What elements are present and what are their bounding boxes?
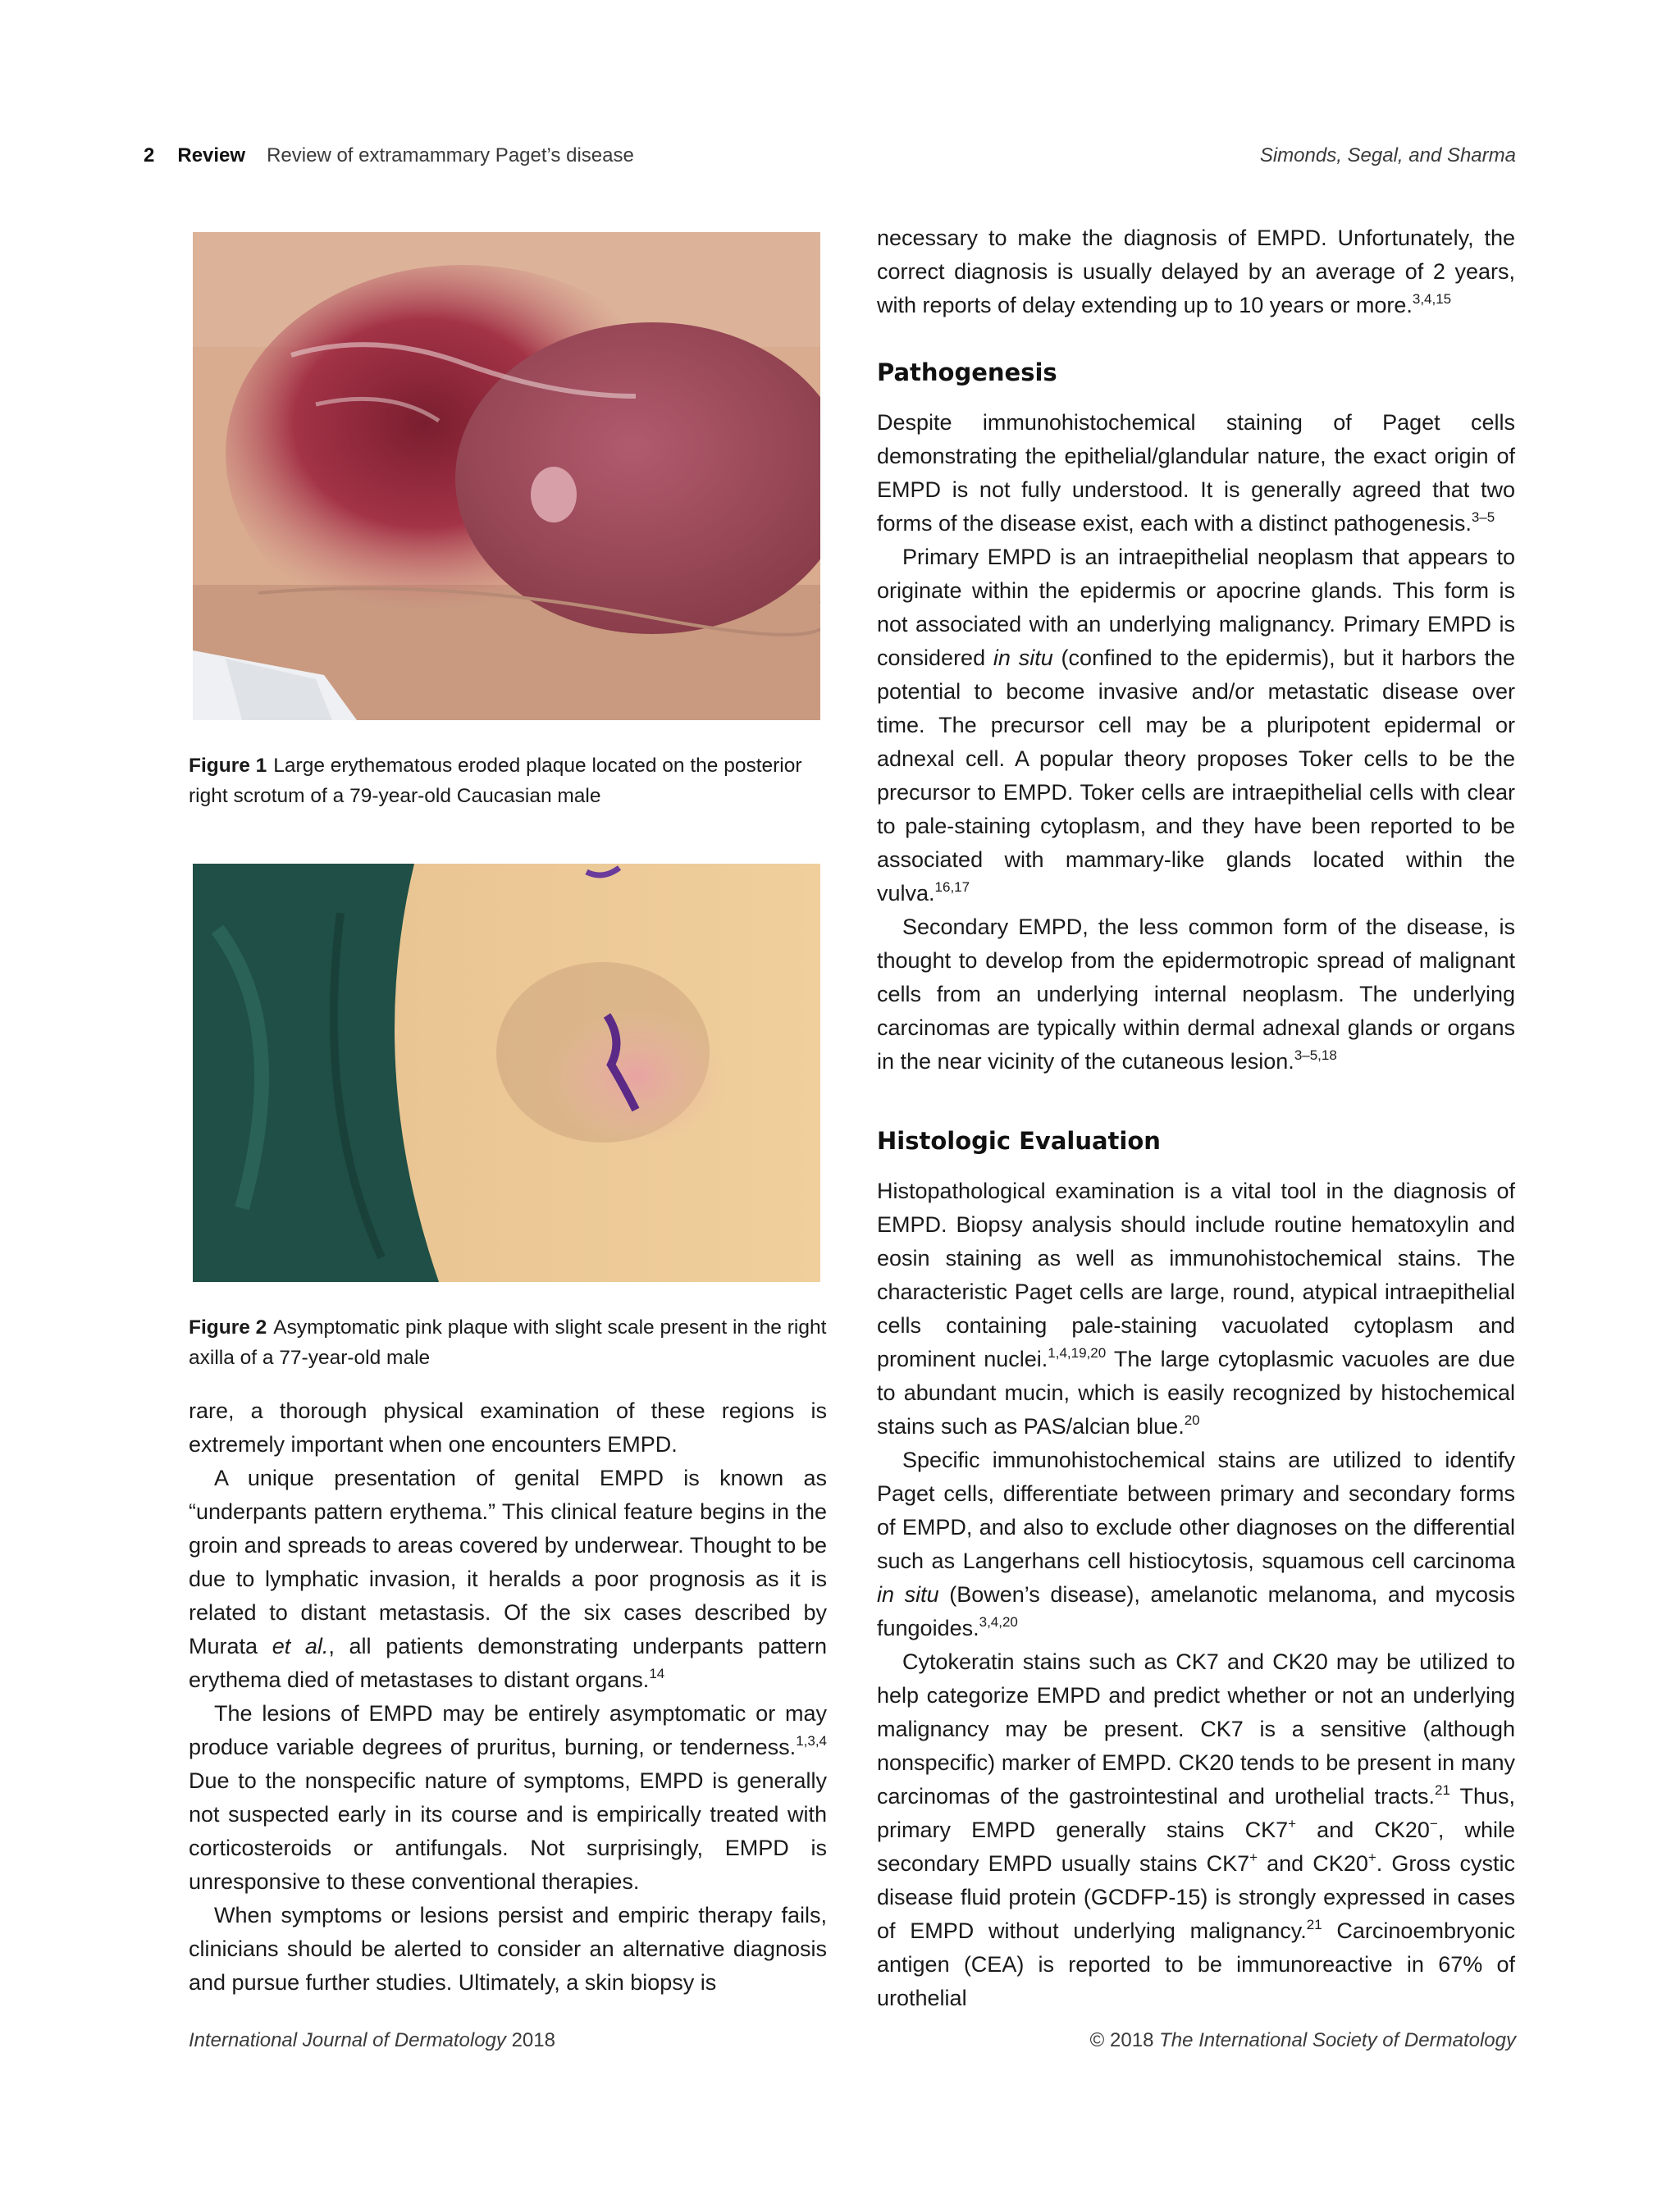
left-paragraph-1: rare, a thorough physical examination of these regions is extremely important when one encounters EMPD. (189, 1398, 827, 1457)
histologic-paragraph-3: Cytokeratin stains such as CK7 and CK20 may be utilized to help categorize EMPD and predict whether or not an underlying malignancy may be present. CK7 is a sensitive (although nonspecific) marker of EMPD. CK20 tends to be present in many carcinomas of the gastrointestinal and urothelial tracts.$^{21}$ Thus, primary EMPD generally stains CK7+ and CK20−, while secondary EMPD usually stains CK7+ and CK20+. Gross cystic disease fluid protein (GCDFP-15) is strongly expressed in cases of EMPD without underlying malignancy.$^{21}$ Carcinoembryonic antigen (CEA) is reported to be immunoreactive in 67% of urothelial (877, 1649, 1516, 2010)
pathogenesis-heading: Pathogenesis (877, 358, 1057, 386)
pathogenesis-paragraph-1: Despite immunohistochemical staining of Paget cells demonstrating the epithelial/glandular nature, the exact origin of EMPD is not fully understood. It is generally agreed that two forms of the disease exist, each with a distinct pathogenesis.$^{3-5}$ (877, 410, 1515, 536)
running-head (144, 144, 1516, 177)
running-title: Review of extramammary Paget’s disease (267, 144, 634, 167)
left-paragraph-2: A unique presentation of genital EMPD is known as “underpants pattern erythema.” This clinical feature begins in the groin and spreads to areas covered by underwear. Thought to be due to lymphatic invasion, it heralds a poor prognosis as it is related to distant metastasis. Of the six cases described by Murata et al., all patients demonstrating underpants pattern erythema died of metastases to distant organs.$^{14}$ (189, 1466, 827, 1692)
left-paragraph-4: When symptoms or lesions persist and empiric therapy fails, clinicians should be alerted to consider an alternative diagnosis and pursue further studies. Ultimately, a skin biopsy is (189, 1903, 827, 1995)
figure-1-caption-text: Large erythematous eroded plaque located on the posterior right scrotum of a 79-year-old Caucasian male (189, 755, 802, 807)
journal-name: International Journal of Dermatology (189, 2029, 506, 2051)
figure-1-image (193, 232, 820, 720)
section-label: Review (177, 144, 246, 167)
page-number: 2 (144, 144, 155, 167)
copyright-notice: © 2018 The International Society of Dermatology (1089, 2029, 1516, 2051)
figure-1-caption (189, 750, 829, 811)
left-column (189, 1394, 827, 2000)
page-footer (189, 2029, 1516, 2062)
histologic-paragraph-2: Specific immunohistochemical stains are utilized to identify Paget cells, differentiate between primary and secondary forms of EMPD, and also to exclude other diagnoses on the differential such as Langerhans cell histiocytosis, squamous cell carcinoma in situ (Bowen’s disease), amelanotic melanoma, and mycosis fungoides.$^{3,4,20}$ (877, 1448, 1515, 1640)
pathogenesis-paragraph-3: Secondary EMPD, the less common form of the disease, is thought to develop from the epidermotropic spread of malignant cells from an underlying internal neoplasm. The underlying carcinomas are typically within dermal adnexal glands or organs in the near vicinity of the cutaneous lesion.$^{3-5,18}$ (877, 915, 1515, 1074)
histologic-heading: Histologic Evaluation (877, 1127, 1161, 1155)
figure-2-caption-text: Asymptomatic pink plaque with slight scale present in the right axilla of a 77-year-old male (189, 1316, 827, 1369)
right-intro-paragraph: necessary to make the diagnosis of EMPD. Unfortunately, the correct diagnosis is usually delayed by an average of 2 years, with reports of delay extending up to 10 years or more.$^{3,4,15}$ (877, 226, 1515, 317)
figure-1-label: Figure 1 (189, 755, 267, 777)
journal-year: 2018 (511, 2029, 555, 2051)
running-authors: Simonds, Segal, and Sharma (1259, 144, 1516, 167)
pathogenesis-paragraph-2: Primary EMPD is an intraepithelial neoplasm that appears to originate within the epidermis or apocrine glands. This form is not associated with an underlying malignancy. Primary EMPD is considered in situ (confined to the epidermis), but it harbors the potential to become invasive and/or metastatic disease over time. The precursor cell may be a pluripotent epidermal or adnexal cell. A popular theory proposes Toker cells to be the precursor to EMPD. Toker cells are intraepithelial cells with clear to pale-staining cytoplasm, and they have been reported to be associated with mammary-like glands located within the vulva.$^{16,17}$ (877, 545, 1515, 906)
histologic-paragraph-1: Histopathological examination is a vital tool in the diagnosis of EMPD. Biopsy analysis should include routine hematoxylin and eosin staining as well as immunohistochemical stains. The characteristic Paget cells are large, round, atypical intraepithelial cells containing pale-staining vacuolated cytoplasm and prominent nuclei.$^{1,4,19,20}$ The large cytoplasmic vacuoles are due to abundant mucin, which is easily recognized by histochemical stains such as PAS/alcian blue.$^{20}$ (877, 1179, 1515, 1439)
figure-2-caption (189, 1312, 837, 1373)
right-column (877, 221, 1515, 2015)
left-paragraph-3: The lesions of EMPD may be entirely asymptomatic or may produce variable degrees of pruritus, burning, or tenderness.$^{1,3,4}$ Due to the nonspecific nature of symptoms, EMPD is generally not suspected early in its course and is empirically treated with corticosteroids or antifungals. Not surprisingly, EMPD is unresponsive to these conventional therapies. (189, 1701, 827, 1894)
figure-2-image (193, 864, 820, 1282)
figure-2-label: Figure 2 (189, 1316, 267, 1339)
